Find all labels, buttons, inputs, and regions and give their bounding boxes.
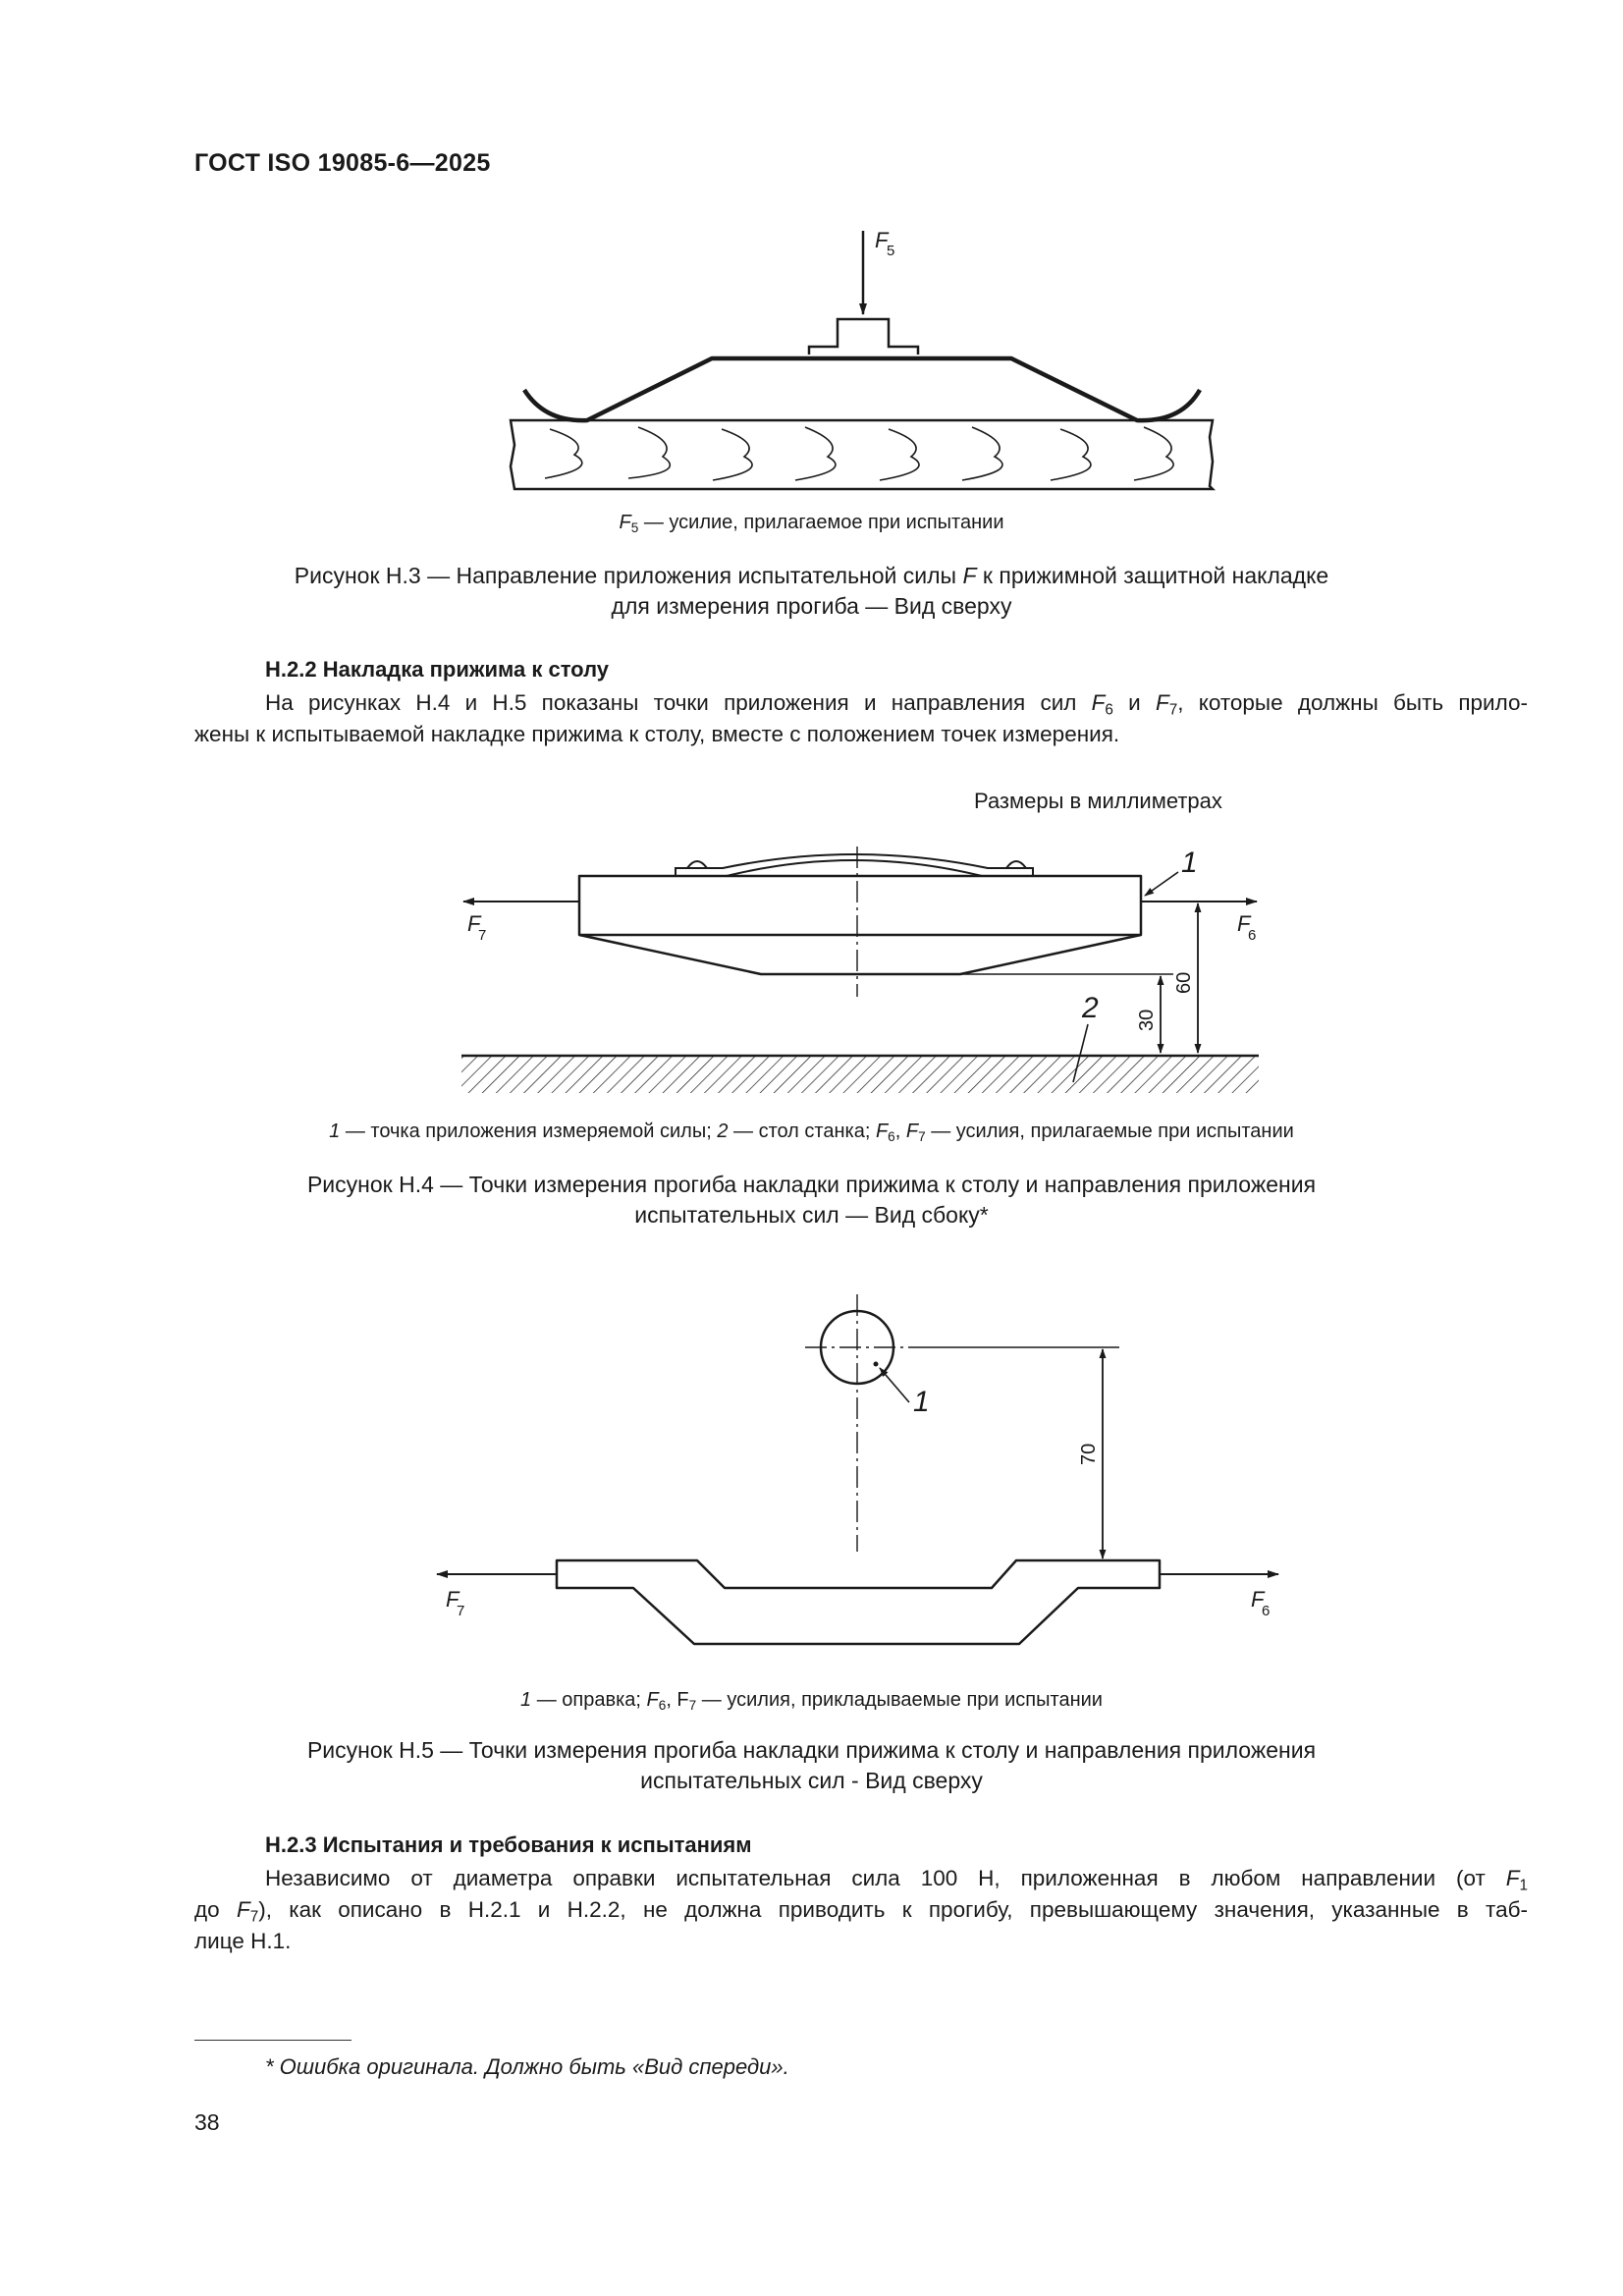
point-label-1: 1 — [1181, 847, 1198, 879]
dimensions-note: Размеры в миллиметрах — [974, 789, 1222, 813]
section-h22-paragraph: На рисунках Н.4 и Н.5 показаны точки приложения и направления сил $F_6$ и $F_7$, которые должны быть прило- жены к испытываемой накладке прижима к столу, вместе с положением точек измерения. — [194, 690, 1528, 746]
guard-top-block — [809, 319, 918, 355]
force-f7-sub: 7 — [457, 1603, 465, 1619]
machine-table-hatch — [461, 1056, 1259, 1093]
document-code-header: ГОСТ ISO 19085-6—2025 — [194, 149, 491, 177]
point-label-2: 2 — [1082, 992, 1099, 1024]
force-f6-sub: 6 — [1248, 927, 1257, 944]
section-h22-title: Н.2.2 Накладка прижима к столу — [265, 657, 609, 682]
page-number: 38 — [194, 2109, 220, 2135]
guard-body — [579, 876, 1141, 974]
force-f7-sub: 7 — [478, 927, 487, 944]
figure-h3-legend: $F_5$ — усилие, прилагаемое при испытании — [619, 512, 1004, 536]
guard-top-view-profile — [557, 1560, 1160, 1644]
dimension-60-label: 60 — [1173, 971, 1195, 994]
dimension-30-label: 30 — [1136, 1009, 1158, 1031]
guard-dome — [676, 854, 1033, 876]
figure-h3-caption: Рисунок Н.3 — Направление приложения испытательной силы F к прижимной защитной накладке для измерения прогиба — Вид сверху — [294, 563, 1329, 619]
figure-h4-caption: Рисунок Н.4 — Точки измерения прогиба накладки прижима к столу и направления приложения испытательных сил — Вид сбоку* — [306, 1172, 1317, 1228]
section-h23-paragraph: Независимо от диаметра оправки испытательная сила 100 Н, приложенная в любом направлении (от $F_1$ до $F_7$), как описано в Н.2.1 и Н.2.2, не должна приводить к прогибу, превышающему значения, указанные в таб- лице Н.1. — [194, 1866, 1528, 1953]
figure-h5-caption: Рисунок Н.5 — Точки измерения прогиба накладки прижима к столу и направления приложения испытательных сил - Вид сверху — [306, 1737, 1317, 1793]
workpiece-outline — [511, 420, 1213, 489]
section-h23-title: Н.2.3 Испытания и требования к испытаниям — [265, 1832, 752, 1857]
force-f6-label: F — [1237, 911, 1251, 936]
footnote-separator — [194, 2040, 352, 2041]
figure-h3-drawing — [0, 221, 1623, 506]
force-f5-label: F — [875, 228, 889, 252]
force-f7-label: F — [446, 1587, 460, 1612]
dimension-70-label: 70 — [1078, 1443, 1100, 1465]
force-f6-sub: 6 — [1262, 1603, 1271, 1619]
guard-profile — [524, 358, 1200, 420]
wood-grain — [545, 427, 1173, 480]
figure-h5-legend: 1 — оправка; $F_6$, $F_7$ — усилия, прикладываемые при испытании — [520, 1689, 1103, 1714]
force-f6-label: F — [1251, 1587, 1265, 1612]
footnote-text: * Ошибка оригинала. Должно быть «Вид спереди». — [265, 2054, 789, 2079]
force-f5-sub: 5 — [887, 243, 895, 259]
mandrel-label-1: 1 — [913, 1386, 930, 1418]
figure-h5-drawing — [0, 1286, 1623, 1679]
figure-h4-drawing — [0, 825, 1623, 1110]
force-f7-label: F — [467, 911, 481, 936]
figure-h4-legend: 1 — точка приложения измеряемой силы; 2 — стол станка; $F_6$, $F_7$ — усилия, прилагаемые при испытании — [329, 1121, 1294, 1145]
